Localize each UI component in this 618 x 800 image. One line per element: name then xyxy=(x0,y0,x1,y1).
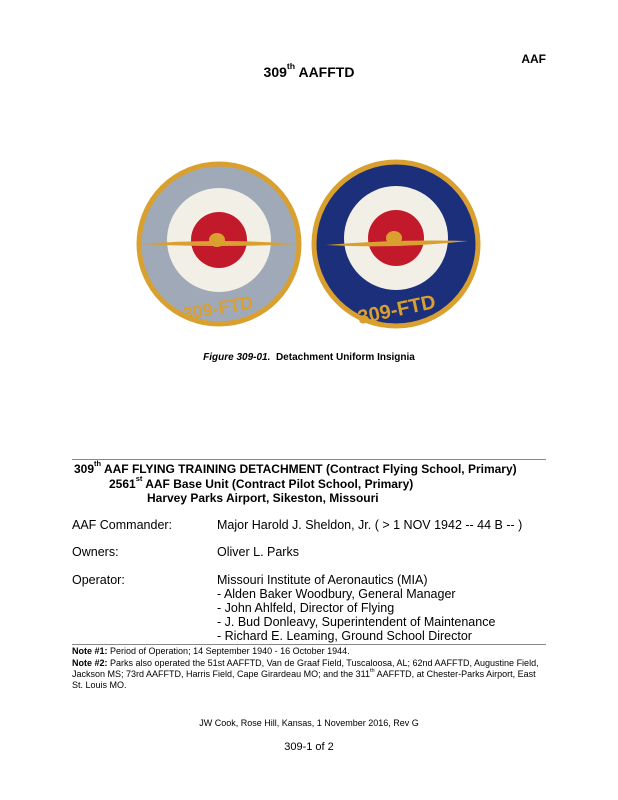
operator-staff-item: - Alden Baker Woodbury, General Manager xyxy=(217,587,456,601)
unit-heading-line2 xyxy=(109,474,414,491)
page-number: 309-1 of 2 xyxy=(284,741,334,753)
note-2 xyxy=(72,658,546,691)
commander-label: AAF Commander: xyxy=(72,518,173,532)
right-patch xyxy=(314,162,478,329)
right-patch-text: 309-FTD xyxy=(355,291,438,330)
unit-number: 309 xyxy=(74,462,95,476)
title-rest: AAFFTD xyxy=(295,64,355,80)
figure-caption xyxy=(0,352,618,363)
insignia-figure xyxy=(0,148,618,348)
note-2-text: Parks also operated the 51st AAFFTD, Van de Graaf Field, Tuscaloosa, AL; 62nd AAFFTD, Augustine Field, Jackson MS; 73rd AAFFTD, Harris Field, Cape Girardeau MO; and the 311 xyxy=(72,658,539,679)
commander-value: Major Harold J. Sheldon, Jr. ( > 1 NOV 1942 -- 44 B -- ) xyxy=(217,518,523,532)
note-2-text-end: AAFFTD, at Chester-Parks Airport, East St. Louis MO. xyxy=(72,669,536,690)
caption-figure-number: Figure 309-01. xyxy=(203,352,271,363)
operator-staff-item: - Richard E. Leaming, Ground School Director xyxy=(217,629,472,643)
unit-ordinal: th xyxy=(94,459,102,469)
note-1-text: Period of Operation; 14 September 1940 - 16 October 1944. xyxy=(107,646,350,656)
note-2-label: Note #2: xyxy=(72,658,108,668)
operator-value: Missouri Institute of Aeronautics (MIA) xyxy=(217,573,428,587)
unit-location: Harvey Parks Airport, Sikeston, Missouri xyxy=(147,491,379,505)
title-ordinal: th xyxy=(286,61,296,72)
title-number: 309 xyxy=(263,64,287,80)
left-patch xyxy=(139,164,299,324)
footer-credit: JW Cook, Rose Hill, Kansas, 1 November 2016, Rev G xyxy=(199,718,419,728)
base-unit-ordinal: st xyxy=(135,474,143,484)
operator-staff-item: - John Ahlfeld, Director of Flying xyxy=(217,601,395,615)
page-title xyxy=(0,61,618,80)
note-1-label: Note #1: xyxy=(72,646,108,656)
base-unit-name: AAF Base Unit (Contract Pilot School, Primary) xyxy=(142,477,414,491)
note-2-ordinal: th xyxy=(369,667,375,674)
base-unit-number: 2561 xyxy=(109,477,136,491)
corner-label: AAF xyxy=(521,52,546,66)
unit-name: AAF FLYING TRAINING DETACHMENT (Contract Flying School, Primary) xyxy=(101,462,517,476)
section-divider xyxy=(72,459,546,460)
owners-value: Oliver L. Parks xyxy=(217,545,299,559)
operator-label: Operator: xyxy=(72,573,125,587)
note-1 xyxy=(72,646,546,657)
operator-staff-item: - J. Bud Donleavy, Superintendent of Maintenance xyxy=(217,615,496,629)
notes-divider xyxy=(72,644,546,645)
left-patch-text: 309-FTD xyxy=(181,292,255,325)
caption-text: Detachment Uniform Insignia xyxy=(275,352,415,363)
owners-label: Owners: xyxy=(72,545,119,559)
